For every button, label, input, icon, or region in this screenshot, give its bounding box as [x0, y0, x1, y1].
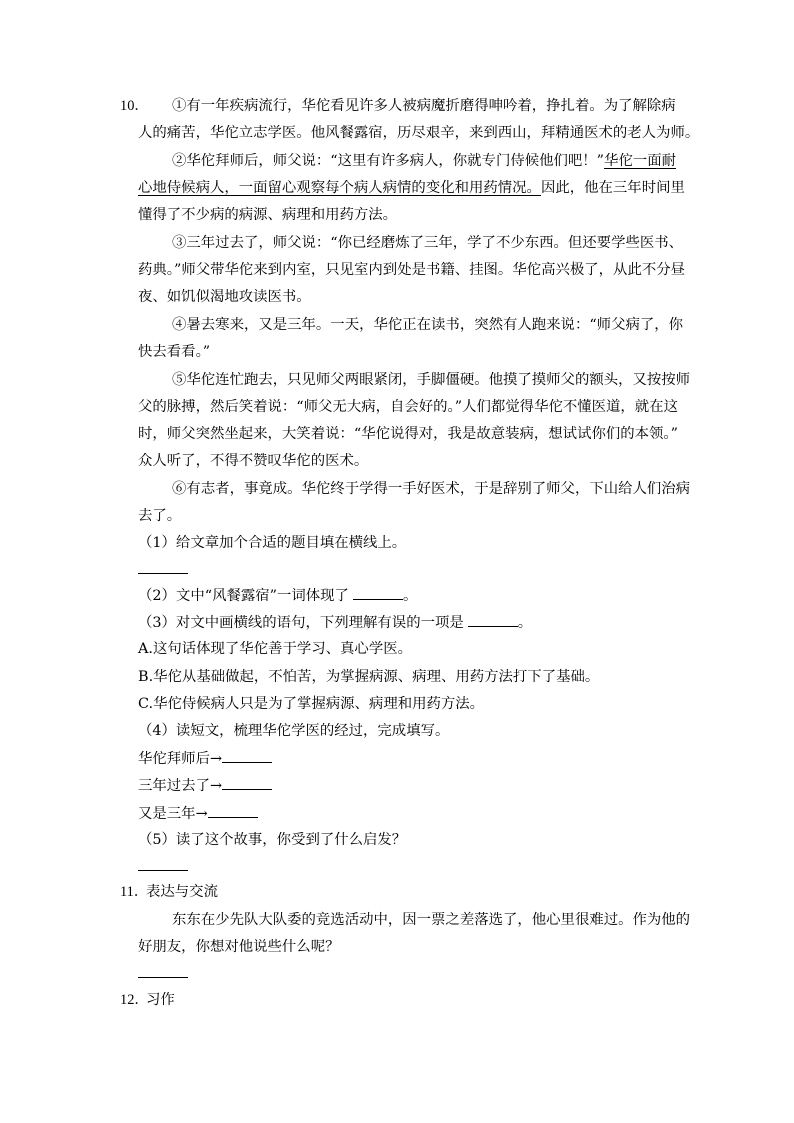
- sub-question-2-end: 。: [402, 588, 418, 604]
- passage-line: ⑥有志者，事竟成。华佗终于学得一手好医术，于是辞别了师父，下山给人们治病: [172, 481, 691, 497]
- passage-line: 去了。: [138, 508, 182, 524]
- flow-item-2: [138, 775, 272, 796]
- flow-label-1: 华佗拜师后→: [138, 751, 223, 767]
- sub-question-2: [138, 585, 417, 606]
- sub-question-4: （4）读短文，梳理华佗学医的经过，完成填写。: [138, 723, 450, 739]
- question-number-10: 10．: [120, 98, 149, 114]
- flow-label-2: 三年过去了→: [138, 778, 223, 794]
- flow-item-3: [138, 803, 258, 824]
- question-number-12: 12．: [120, 992, 149, 1008]
- passage-line: ④暑去寒来，又是三年。一天，华佗正在读书，突然有人跑来说：“师父病了，你: [172, 317, 684, 333]
- passage-line: 夜、如饥似渴地攻读医书。: [138, 289, 311, 305]
- question-number-11: 11．: [120, 884, 149, 900]
- passage-line: [172, 151, 676, 171]
- passage-line: [138, 178, 685, 198]
- sub-question-2-text: （2）文中“风餐露宿”一词体现了: [138, 588, 349, 604]
- underlined-sentence: 华佗一面耐: [604, 153, 677, 169]
- passage-line: 人的痛苦，华佗立志学医。他风餐露宿，历尽艰辛，来到西山，拜精通医术的老人为师。: [138, 125, 700, 141]
- answer-blank-3[interactable]: [468, 612, 518, 627]
- passage-line: 懂得了不少病的病源、病理和用药方法。: [138, 207, 398, 223]
- sub-question-5: （5）读了这个故事，你受到了什么启发？: [138, 832, 407, 848]
- flow-blank-1[interactable]: [222, 748, 272, 763]
- passage-line: 众人听了，不得不赞叹华佗的医术。: [138, 453, 369, 469]
- passage-line: 父的脉搏，然后笑着说：“师父无大病，自会好的。”人们都觉得华佗不懂医道，就在这: [138, 399, 678, 415]
- passage-line: ⑤华佗连忙跑去，只见师父两眼紧闭，手脚僵硬。他摸了摸师父的额头，又按按师: [172, 372, 691, 388]
- flow-label-3: 又是三年→: [138, 806, 208, 822]
- answer-blank-2[interactable]: [353, 585, 403, 600]
- passage-line: 时，师父突然坐起来，大笑着说：“华佗说得对，我是故意装病，想试试你们的本领。”: [138, 426, 678, 442]
- underlined-sentence: 心地侍候病人，一面留心观察每个病人病情的变化和用药情况。: [138, 180, 541, 196]
- passage-text: 因此，他在三年时间里: [540, 180, 685, 196]
- sub-question-3-end: 。: [517, 615, 533, 631]
- passage-line: ①有一年疾病流行，华佗看见许多人被病魔折磨得呻吟着，挣扎着。为了解除病: [172, 98, 676, 114]
- passage-line: 药典。”师父带华佗来到内室，只见室内到处是书籍、挂图。华佗高兴极了，从此不分昼: [138, 262, 686, 278]
- option-c: C.华佗侍候病人只是为了掌握病源、病理和用药方法。: [138, 696, 485, 712]
- flow-item-1: [138, 748, 272, 769]
- option-a: A.这句话体现了华佗善于学习、真心学医。: [138, 641, 412, 657]
- sub-question-3-text: （3）对文中画横线的语句，下列理解有误的一项是: [138, 615, 464, 631]
- flow-blank-2[interactable]: [222, 775, 272, 790]
- passage-line: 快去看看。”: [138, 344, 211, 360]
- question-11-title: 表达与交流: [146, 884, 218, 900]
- question-11-line: 东东在少先队大队委的竞选活动中，因一票之差落选了，他心里很难过。作为他的: [172, 912, 691, 928]
- passage-line: ③三年过去了，师父说：“你已经磨炼了三年，学了不少东西。但还要学些医书、: [172, 235, 684, 251]
- option-b: B.华佗从基础做起，不怕苦，为掌握病源、病理、用药方法打下了基础。: [138, 669, 600, 685]
- passage-text: ②华佗拜师后，师父说：“这里有许多病人，你就专门侍候他们吧！”: [172, 153, 605, 169]
- answer-blank-5[interactable]: [138, 870, 188, 871]
- sub-question-1: （1）给文章加个合适的题目填在横线上。: [138, 535, 407, 551]
- question-11-line: 好朋友，你想对他说些什么呢？: [138, 939, 340, 955]
- sub-question-3: [138, 612, 532, 633]
- flow-blank-3[interactable]: [208, 803, 258, 818]
- answer-blank-1[interactable]: [138, 573, 188, 574]
- answer-blank-11[interactable]: [138, 977, 188, 978]
- question-12-title: 习作: [146, 992, 175, 1008]
